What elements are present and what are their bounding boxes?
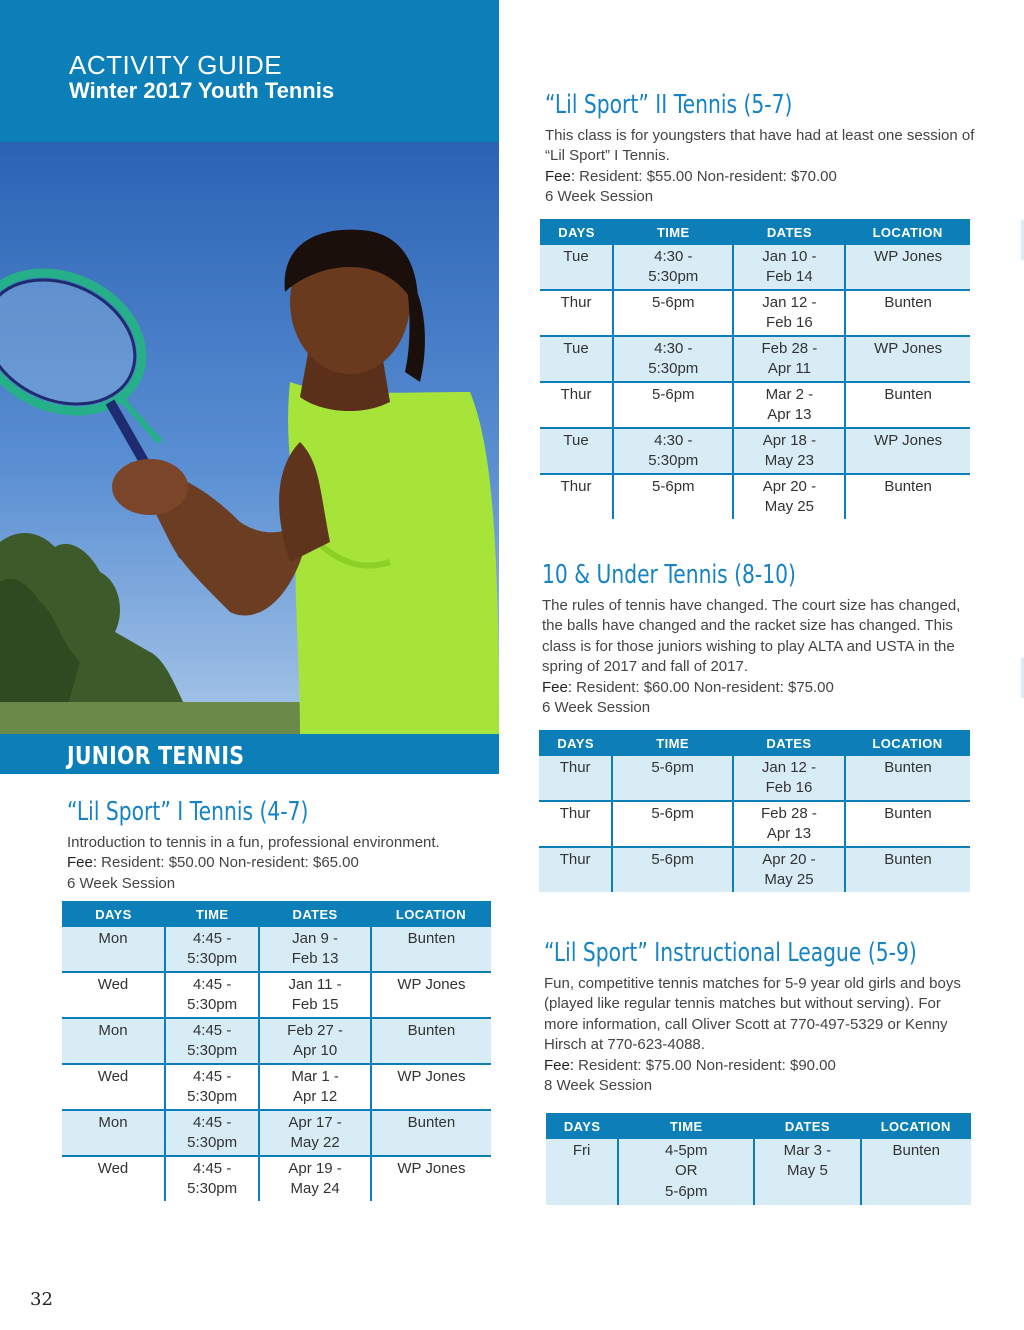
table-row [540, 290, 970, 336]
time-cell: 5-6pm [612, 847, 733, 892]
location-cell: WP Jones [845, 245, 970, 290]
ten-under-schedule-table [539, 730, 970, 892]
dates-cell: Jan 9 - Feb 13 [259, 927, 371, 972]
location-cell: Bunten [845, 290, 970, 336]
ten-under-section [542, 560, 962, 718]
time-cell: 4:45 - 5:30pm [165, 972, 259, 1018]
lil-sport-2-section [545, 90, 975, 208]
session-length: 6 Week Session [545, 188, 654, 206]
time-cell: 4:45 - 5:30pm [165, 927, 259, 972]
lil-sport-1-description [67, 833, 487, 894]
ten-under-title: 10 & Under Tennis (8-10) [542, 560, 796, 590]
location-cell: Bunten [845, 847, 970, 892]
lil-sport-2-title: “Lil Sport” II Tennis (5-7) [545, 90, 793, 120]
column-header-dates: DATES [259, 901, 371, 927]
days-cell: Mon [62, 1018, 165, 1064]
time-cell: 4:30 - 5:30pm [613, 336, 733, 382]
dates-cell: Feb 28 - Apr 11 [733, 336, 845, 382]
lil-sport-2-description [545, 126, 975, 208]
lil-sport-1-section [67, 797, 487, 894]
fee-label: Fee: [542, 678, 573, 696]
location-cell: WP Jones [371, 972, 491, 1018]
days-cell: Tue [540, 245, 613, 290]
session-length: 6 Week Session [67, 874, 176, 892]
fee-text: Resident: $75.00 Non-resident: $90.00 [574, 1056, 836, 1074]
table-row [62, 1064, 491, 1110]
fee-text: Resident: $50.00 Non-resident: $65.00 [97, 854, 359, 872]
time-cell: 4:30 - 5:30pm [613, 428, 733, 474]
tennis-player-photo [0, 142, 499, 734]
lil-sport-2-schedule-table [540, 219, 970, 519]
column-header-days: DAYS [546, 1113, 618, 1139]
dates-cell: Feb 28 - Apr 13 [733, 801, 845, 847]
location-cell: WP Jones [845, 336, 970, 382]
table-row [62, 1156, 491, 1201]
column-header-location: LOCATION [861, 1113, 972, 1139]
dates-cell: Apr 20 - May 25 [733, 847, 845, 892]
days-cell: Tue [540, 428, 613, 474]
time-cell: 4:45 - 5:30pm [165, 1064, 259, 1110]
league-schedule-table [546, 1113, 971, 1205]
table-row [540, 474, 970, 519]
time-cell: 5-6pm [613, 474, 733, 519]
table-row [539, 847, 970, 892]
column-header-time: TIME [612, 730, 733, 756]
time-cell: 4:30 - 5:30pm [613, 245, 733, 290]
table-header-row [546, 1113, 971, 1139]
days-cell: Wed [62, 972, 165, 1018]
lil-sport-1-schedule-table [62, 901, 491, 1201]
dates-cell: Apr 19 - May 24 [259, 1156, 371, 1201]
column-header-days: DAYS [62, 901, 165, 927]
junior-tennis-band [0, 734, 499, 774]
table-row [540, 428, 970, 474]
fee-label: Fee: [545, 167, 576, 185]
column-header-time: TIME [165, 901, 259, 927]
table-row [540, 245, 970, 290]
location-cell: WP Jones [845, 428, 970, 474]
time-cell: 5-6pm [612, 756, 733, 801]
column-header-days: DAYS [540, 219, 613, 245]
location-cell: Bunten [371, 1110, 491, 1156]
location-cell: Bunten [371, 1018, 491, 1064]
days-cell: Thur [539, 801, 612, 847]
location-cell: Bunten [861, 1139, 972, 1205]
time-cell: 4-5pm OR 5-6pm [618, 1139, 754, 1205]
league-section [544, 938, 964, 1096]
session-length: 6 Week Session [542, 699, 651, 717]
description-text: Introduction to tennis in a fun, professional environment. [67, 834, 440, 851]
league-description [544, 974, 964, 1096]
location-cell: WP Jones [371, 1156, 491, 1201]
table-row [62, 927, 491, 972]
fee-text: Resident: $60.00 Non-resident: $75.00 [572, 678, 834, 696]
time-cell: 5-6pm [612, 801, 733, 847]
table-header-row [540, 219, 970, 245]
location-cell: Bunten [845, 756, 970, 801]
time-cell: 5-6pm [613, 290, 733, 336]
description-text: Fun, competitive tennis matches for 5-9 year old girls and boys (played like regular tennis matches but without serving). For more information, call Oliver Scott at 770-497-5329 or Kenny Hirsch at 770-623-4088. [544, 975, 961, 1054]
fee-text: Resident: $55.00 Non-resident: $70.00 [575, 167, 837, 185]
section-heading: JUNIOR TENNIS [67, 741, 245, 770]
location-cell: Bunten [845, 474, 970, 519]
column-header-location: LOCATION [371, 901, 491, 927]
days-cell: Fri [546, 1139, 618, 1205]
days-cell: Thur [540, 290, 613, 336]
location-cell: Bunten [845, 801, 970, 847]
dates-cell: Jan 12 - Feb 16 [733, 290, 845, 336]
days-cell: Wed [97, 1160, 129, 1177]
days-cell: Thur [540, 382, 613, 428]
guide-title: Winter 2017 Youth Tennis [69, 78, 335, 103]
time-cell: 4:45 - 5:30pm [165, 1018, 259, 1064]
column-header-location: LOCATION [845, 219, 970, 245]
column-header-days: DAYS [539, 730, 612, 756]
fee-label: Fee: [544, 1056, 575, 1074]
table-row [546, 1139, 971, 1205]
days-cell: Thur [560, 478, 592, 495]
page-number: 32 [30, 1289, 53, 1310]
table-row [62, 972, 491, 1018]
table-row [540, 382, 970, 428]
dates-cell: Mar 3 - May 5 [754, 1139, 860, 1205]
column-header-time: TIME [618, 1113, 754, 1139]
dates-cell: Apr 18 - May 23 [733, 428, 845, 474]
days-cell: Mon [62, 927, 165, 972]
column-header-location: LOCATION [845, 730, 970, 756]
table-row [62, 1110, 491, 1156]
days-cell: Thur [539, 756, 612, 801]
column-header-dates: DATES [733, 730, 845, 756]
column-header-dates: DATES [754, 1113, 860, 1139]
lil-sport-1-title: “Lil Sport” I Tennis (4-7) [67, 797, 309, 827]
location-cell: WP Jones [371, 1064, 491, 1110]
dates-cell: Mar 2 - Apr 13 [733, 382, 845, 428]
days-cell: Mon [62, 1110, 165, 1156]
table-row [539, 801, 970, 847]
dates-cell: Jan 12 - Feb 16 [733, 756, 845, 801]
table-row [539, 756, 970, 801]
dates-cell: Mar 1 - Apr 12 [259, 1064, 371, 1110]
league-title: “Lil Sport” Instructional League (5-9) [544, 938, 917, 968]
ten-under-description [542, 596, 962, 718]
description-text: This class is for youngsters that have had at least one session of “Lil Sport” I Tennis. [545, 127, 975, 165]
fee-label: Fee: [67, 854, 98, 872]
session-length: 8 Week Session [544, 1077, 653, 1095]
location-cell: Bunten [845, 382, 970, 428]
table-row [62, 1018, 491, 1064]
dates-cell: Apr 20 - May 25 [733, 474, 845, 519]
days-cell: Thur [539, 847, 612, 892]
table-header-row [539, 730, 970, 756]
dates-cell: Apr 17 - May 22 [259, 1110, 371, 1156]
table-row [540, 336, 970, 382]
time-cell: 4:45 - 5:30pm [165, 1110, 259, 1156]
time-cell: 4:45 - 5:30pm [165, 1156, 259, 1201]
dates-cell: Feb 27 - Apr 10 [259, 1018, 371, 1064]
dates-cell: Jan 11 - Feb 15 [259, 972, 371, 1018]
guide-header [0, 0, 499, 142]
description-text: The rules of tennis have changed. The court size has changed, the balls have changed and the racket size has changed. This class is for those juniors wishing to play ALTA and USTA in the spring of 2017 and fall of 2017. [542, 597, 961, 676]
days-cell: Wed [62, 1064, 165, 1110]
location-cell: Bunten [371, 927, 491, 972]
guide-label: ACTIVITY GUIDE [69, 50, 283, 80]
column-header-dates: DATES [733, 219, 845, 245]
column-header-time: TIME [613, 219, 733, 245]
days-cell: Tue [540, 336, 613, 382]
table-header-row [62, 901, 491, 927]
dates-cell: Jan 10 - Feb 14 [733, 245, 845, 290]
time-cell: 5-6pm [613, 382, 733, 428]
